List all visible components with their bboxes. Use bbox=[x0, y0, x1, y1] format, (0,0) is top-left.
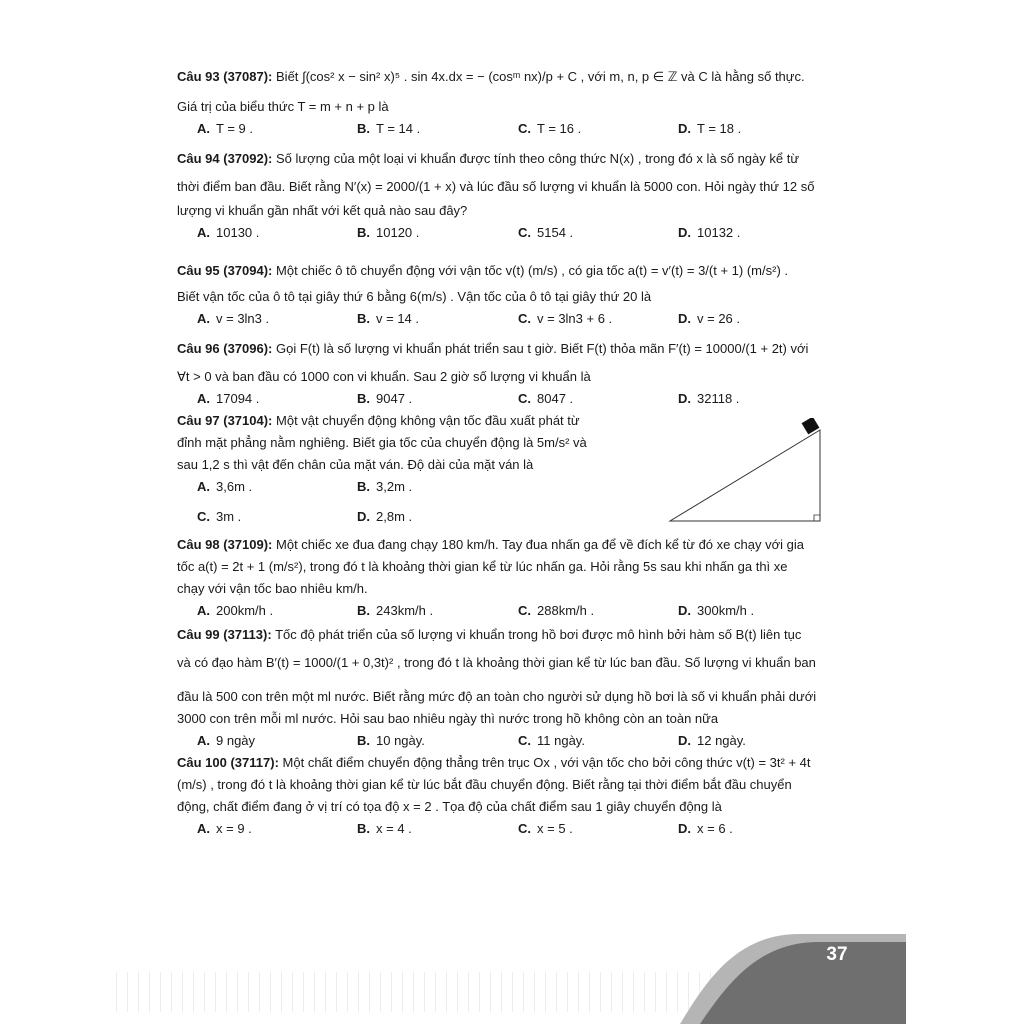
question-line: thời điểm ban đầu. Biết rằng N′(x) = 2000/(1 + x) và lúc đầu số lượng vi khuẩn là 5000 con. Hỏi ngày thứ 12 số bbox=[177, 179, 815, 194]
question-line: sau 1,2 s thì vật đến chân của mặt ván. Độ dài của mặt ván là bbox=[177, 457, 534, 472]
question-line bbox=[177, 332, 857, 366]
option-d[interactable]: D. x = 6 . bbox=[678, 821, 733, 836]
question-number: Câu 96 (37096): bbox=[177, 341, 273, 356]
option-b[interactable]: B. 3,2m . bbox=[357, 479, 413, 494]
question-95 bbox=[177, 254, 857, 332]
question-96 bbox=[177, 332, 857, 410]
answer-options bbox=[177, 388, 857, 410]
question-93 bbox=[177, 60, 857, 148]
answer-options bbox=[177, 730, 857, 752]
option-c[interactable]: C. 3m . bbox=[197, 509, 242, 524]
option-b[interactable]: B. 9047 . bbox=[357, 391, 413, 406]
question-number: Câu 94 (37092): bbox=[177, 151, 273, 166]
option-b[interactable]: B. 243km/h . bbox=[357, 603, 434, 618]
question-line bbox=[177, 148, 857, 170]
option-d[interactable]: D. 32118 . bbox=[678, 391, 740, 406]
question-line: Biết vận tốc của ô tô tại giây thứ 6 bằng 6(m/s) . Vận tốc của ô tô tại giây thứ 20 là bbox=[177, 289, 652, 304]
answer-options bbox=[177, 600, 857, 622]
answer-options bbox=[177, 308, 857, 330]
option-a[interactable]: A. x = 9 . bbox=[197, 821, 252, 836]
option-d[interactable]: D. 10132 . bbox=[678, 225, 741, 240]
option-c[interactable]: C. T = 16 . bbox=[518, 121, 582, 136]
footer-stripes bbox=[116, 972, 716, 1012]
option-a[interactable]: A. 200km/h . bbox=[197, 603, 274, 618]
option-d[interactable]: D. v = 26 . bbox=[678, 311, 740, 326]
option-b[interactable]: B. v = 14 . bbox=[357, 311, 419, 326]
question-line: (m/s) , trong đó t là khoảng thời gian kể từ lúc bắt đầu chuyển động. Biết rằng tại thời điểm bắt đầu chuyển bbox=[177, 777, 792, 792]
option-c[interactable]: C. v = 3ln3 + 6 . bbox=[518, 311, 613, 326]
question-text: Tốc độ phát triển của số lượng vi khuẩn trong hồ bơi được mô hình bởi hàm số B(t) liên tục bbox=[275, 627, 802, 642]
question-text: Một vật chuyển động không vận tốc đầu xuất phát từ bbox=[276, 413, 580, 428]
question-number: Câu 100 (37117): bbox=[177, 755, 279, 770]
option-b[interactable]: B. x = 4 . bbox=[357, 821, 412, 836]
question-text: Biết ∫(cos² x − sin² x)⁵ . sin 4x.dx = − (cosᵐ nx)/p + C , với m, n, p ∈ ℤ và C là hằng số thực. bbox=[276, 69, 805, 84]
option-d[interactable]: D. 300km/h . bbox=[678, 603, 755, 618]
option-b[interactable]: B. T = 14 . bbox=[357, 121, 421, 136]
question-text: Gọi F(t) là số lượng vi khuẩn phát triển sau t giờ. Biết F(t) thỏa mãn F′(t) = 10000/(1 + 2t) với bbox=[276, 341, 809, 356]
question-number: Câu 97 (37104): bbox=[177, 413, 273, 428]
question-98 bbox=[177, 534, 857, 624]
question-line: 3000 con trên mỗi ml nước. Hỏi sau bao nhiêu ngày thì nước trong hồ không còn an toàn nữa bbox=[177, 711, 719, 726]
inclined-plane-figure bbox=[666, 418, 826, 524]
question-line: đầu là 500 con trên một ml nước. Biết rằng mức độ an toàn cho người sử dụng hồ bơi là số vi khuẩn phải dưới bbox=[177, 689, 817, 704]
question-line: ∀t > 0 và ban đầu có 1000 con vi khuẩn. Sau 2 giờ số lượng vi khuẩn là bbox=[177, 369, 591, 384]
question-line: lượng vi khuẩn gần nhất với kết quả nào sau đây? bbox=[177, 203, 468, 218]
question-text: Số lượng của một loại vi khuẩn được tính theo công thức N(x) , trong đó x là số ngày kể từ bbox=[276, 151, 800, 166]
question-number: Câu 95 (37094): bbox=[177, 263, 273, 278]
option-b[interactable]: B. 10120 . bbox=[357, 225, 420, 240]
option-d[interactable]: D. 12 ngày. bbox=[678, 733, 746, 748]
question-line bbox=[177, 534, 857, 556]
answer-options bbox=[177, 222, 857, 244]
question-line: và có đạo hàm B′(t) = 1000/(1 + 0,3t)² , trong đó t là khoảng thời gian kể từ lúc ban đầu. Số lượng vi khuẩn ban bbox=[177, 655, 816, 670]
question-line: động, chất điểm đang ở vị trí có tọa độ x = 2 . Tọa độ của chất điểm sau 1 giây chuyển động là bbox=[177, 799, 722, 814]
right-angle-mark bbox=[814, 515, 820, 521]
option-a[interactable]: A. 10130 . bbox=[197, 225, 260, 240]
option-c[interactable]: C. x = 5 . bbox=[518, 821, 573, 836]
question-line bbox=[177, 752, 857, 774]
answer-options bbox=[177, 818, 857, 840]
question-100 bbox=[177, 752, 857, 844]
answer-options bbox=[177, 118, 857, 140]
page-number-band bbox=[680, 934, 906, 1024]
option-a[interactable]: A. 9 ngày bbox=[197, 733, 256, 748]
option-a[interactable]: A. 17094 . bbox=[197, 391, 260, 406]
question-94 bbox=[177, 148, 857, 254]
option-a[interactable]: A. 3,6m . bbox=[197, 479, 253, 494]
question-number: Câu 99 (37113): bbox=[177, 627, 272, 642]
question-line: đỉnh mặt phẳng nằm nghiêng. Biết gia tốc của chuyển động là 5m/s² và bbox=[177, 435, 587, 450]
question-text: Một chiếc xe đua đang chạy 180 km/h. Tay đua nhấn ga để về đích kể từ đó xe chạy với gia bbox=[276, 537, 804, 552]
question-line bbox=[177, 624, 857, 646]
option-c[interactable]: C. 11 ngày. bbox=[518, 733, 585, 748]
question-line: tốc a(t) = 2t + 1 (m/s²), trong đó t là khoảng thời gian kể từ lúc nhấn ga. Hỏi rằng 5s sau khi nhấn ga thì xe bbox=[177, 559, 788, 574]
option-b[interactable]: B. 10 ngày. bbox=[357, 733, 425, 748]
option-a[interactable]: A. v = 3ln3 . bbox=[197, 311, 270, 326]
option-c[interactable]: C. 288km/h . bbox=[518, 603, 595, 618]
question-line bbox=[177, 60, 857, 96]
question-99 bbox=[177, 624, 857, 752]
option-a[interactable]: A. T = 9 . bbox=[197, 121, 253, 136]
option-d[interactable]: D. 2,8m . bbox=[357, 509, 413, 524]
question-number: Câu 93 (37087): bbox=[177, 69, 273, 84]
question-line bbox=[177, 254, 857, 286]
option-c[interactable]: C. 5154 . bbox=[518, 225, 574, 240]
question-text: Một chiếc ô tô chuyển động với vận tốc v(t) (m/s) , có gia tốc a(t) = v′(t) = 3/(t + 1) (m/s²) . bbox=[276, 263, 788, 278]
inclined-plane-triangle bbox=[670, 430, 820, 521]
page-number: 37 bbox=[826, 944, 848, 965]
question-line: chạy với vận tốc bao nhiêu km/h. bbox=[177, 581, 368, 596]
option-d[interactable]: D. T = 18 . bbox=[678, 121, 742, 136]
option-c[interactable]: C. 8047 . bbox=[518, 391, 574, 406]
question-line: Giá trị của biểu thức T = m + n + p là bbox=[177, 99, 389, 114]
question-text: Một chất điểm chuyển động thẳng trên trục Ox , với vận tốc cho bởi công thức v(t) = 3t² + 4t bbox=[282, 755, 811, 770]
question-number: Câu 98 (37109): bbox=[177, 537, 273, 552]
